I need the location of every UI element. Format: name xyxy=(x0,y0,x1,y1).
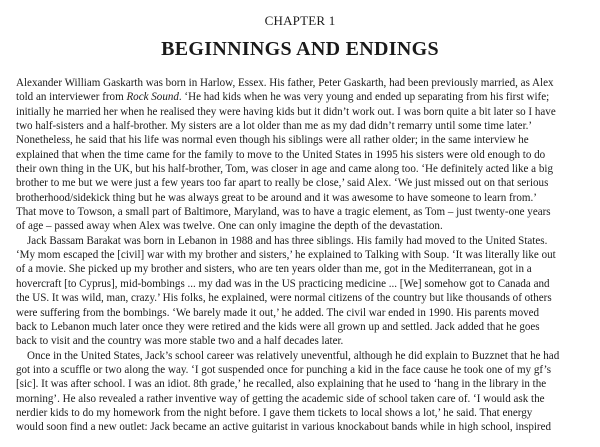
text-line: ‘My mom escaped the [civil] war with my brother and sisters,’ he explained to Talking with Soup. ‘It was literally like out xyxy=(16,249,556,262)
text-fragment: told an interviewer from xyxy=(16,91,127,104)
chapter-body-text xyxy=(16,76,588,435)
publication-name: Rock Sound xyxy=(126,91,179,104)
text-line: of a movie. She picked up my brother and sisters, who are ten years older than me, got in the Mediterranean, got in a xyxy=(16,263,532,276)
text-line: their own thing in the UK, but his half-brother, Tom, was closer in age and came along too. ‘He definitely acted like a big xyxy=(16,163,553,176)
text-line: the US. It was wild, man, crazy.’ His folks, he explained, were normal citizens of the country but like thousands of others xyxy=(16,292,552,305)
text-line: Nonetheless, he said that his life was normal even though his siblings were all rather older; in the same interview he xyxy=(16,134,529,147)
text-line: back to visit and the country was more stable two and a half decades later. xyxy=(16,335,344,348)
text-line: Alexander William Gaskarth was born in Harlow, Essex. His father, Peter Gaskarth, had been previously married, as Alex xyxy=(16,77,554,89)
text-line: nerdier kids to do my homework from the night before. I gave them tickets to local shows a lot,’ he said. That energy xyxy=(16,406,533,419)
text-line: That move to Towson, a small part of Baltimore, Maryland, was to have a tragic element, as Tom – just twenty-one years xyxy=(16,206,551,219)
chapter-title: BEGINNINGS AND ENDINGS xyxy=(161,38,439,60)
text-line: got into a scuffle or two along the way. ‘I got suspended once for punching a kid in the face cause he took one of my gf’s xyxy=(16,363,552,376)
text-line: brother to me but we were just a few years too far apart to really be close,’ said Alex. ‘We just missed out on that serious xyxy=(16,177,549,190)
text-line: Once in the United States, Jack’s school career was relatively uneventful, although he did explain to Buzznet that he had xyxy=(27,349,560,362)
text-line: two half-sisters and a half-brother. My sisters are a lot older than me as my dad didn’t remarry until some time later.’ xyxy=(16,120,533,133)
text-line: initially he married her when he realised they were having kids but it didn’t work out. I was born quite a bit later so I have xyxy=(16,105,556,118)
text-line: [sic]. It was after school. I was an idiot. 8th grade,’ he recalled, also explaining that he used to ‘hang in the library in the xyxy=(16,378,547,391)
text-fragment: . ‘He had kids when he was very young and ended up separating from his first wife; xyxy=(178,91,550,104)
text-line: of age – passed away when Alex was twelve. One can only imagine the depth of the devastation. xyxy=(16,220,443,233)
text-line: Jack Bassam Barakat was born in Lebanon in 1988 and has three siblings. His family had moved to the United States. xyxy=(27,234,548,247)
text-line: hovercraft [to Cyprus], mid-bombings ... my dad was in the US practicing medicine ... [We] somehow got to Canada and xyxy=(16,277,550,290)
text-line: back to Lebanon much later once they were retired and the kids were all grown up and settled. Jack added that he goes xyxy=(16,320,540,333)
text-line: brotherhood/sidekick thing but he was always great to be around and it was awesome to have someone to learn from.’ xyxy=(16,191,537,204)
chapter-number: CHAPTER 1 xyxy=(264,13,336,28)
text-line xyxy=(16,90,588,104)
text-line: would soon find a new outlet: Jack became an active guitarist in various knockabout bands while in high school, inspired xyxy=(16,421,552,434)
text-line: morning’. He also revealed a rather inventive way of getting the academic side of school taken care of. ‘I would ask the xyxy=(16,392,545,405)
text-line: explained that when the time came for the family to move to the United States in 1995 his sisters were old enough to do xyxy=(16,148,546,161)
text-line: were suffering from the bombings. ‘We barely made it out,’ he added. The civil war ended in 1990. His parents moved xyxy=(16,306,540,319)
